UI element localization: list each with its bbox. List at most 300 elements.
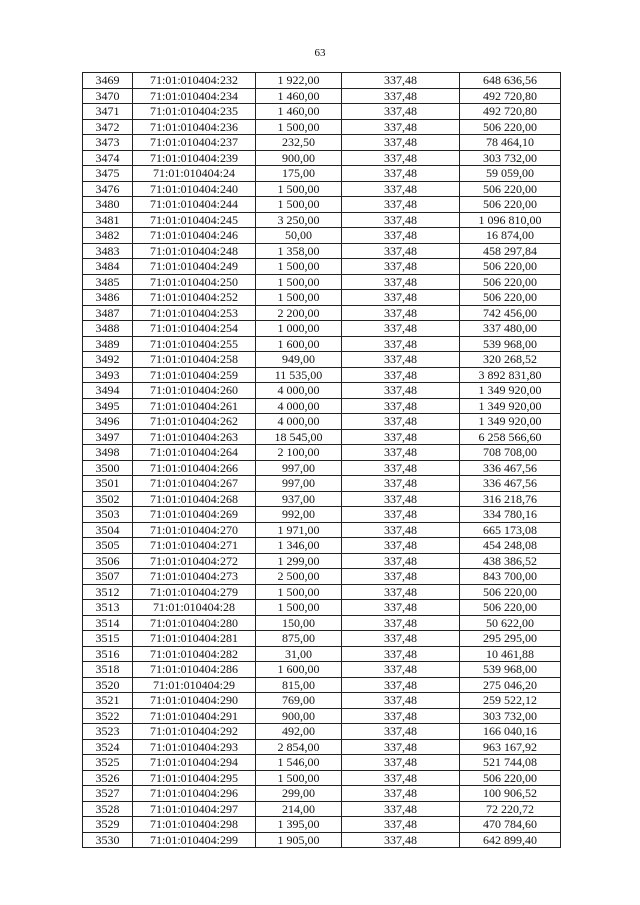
row-number-cell: 3521 [83,693,133,709]
area-cell: 2 100,00 [256,445,342,461]
cadastral-value-cell: 72 220,72 [460,801,561,817]
area-cell: 1 500,00 [256,181,342,197]
table-row [83,677,561,693]
row-number-cell: 3529 [83,817,133,833]
table-row [83,445,561,461]
cadastral-number-cell: 71:01:010404:269 [133,507,256,523]
specific-value-cell: 337,48 [342,739,460,755]
cadastral-value-cell: 642 899,40 [460,832,561,848]
table-row [83,321,561,337]
cadastral-value-cell: 100 906,52 [460,786,561,802]
table-row [83,693,561,709]
cadastral-number-cell: 71:01:010404:255 [133,336,256,352]
cadastral-number-cell: 71:01:010404:294 [133,755,256,771]
table-row [83,770,561,786]
cadastral-number-cell: 71:01:010404:270 [133,522,256,538]
cadastral-number-cell: 71:01:010404:292 [133,724,256,740]
cadastral-value-cell: 50 622,00 [460,615,561,631]
table-row [83,460,561,476]
table-row [83,150,561,166]
area-cell: 1 500,00 [256,259,342,275]
specific-value-cell: 337,48 [342,367,460,383]
page-number: 63 [314,47,326,59]
specific-value-cell: 337,48 [342,600,460,616]
row-number-cell: 3473 [83,135,133,151]
area-cell: 2 200,00 [256,305,342,321]
cadastral-number-cell: 71:01:010404:264 [133,445,256,461]
area-cell: 4 000,00 [256,398,342,414]
row-number-cell: 3502 [83,491,133,507]
row-number-cell: 3503 [83,507,133,523]
row-number-cell: 3488 [83,321,133,337]
cadastral-number-cell: 71:01:010404:286 [133,662,256,678]
cadastral-value-cell: 1 349 920,00 [460,398,561,414]
row-number-cell: 3524 [83,739,133,755]
specific-value-cell: 337,48 [342,104,460,120]
cadastral-number-cell: 71:01:010404:261 [133,398,256,414]
specific-value-cell: 337,48 [342,677,460,693]
table-row [83,429,561,445]
row-number-cell: 3475 [83,166,133,182]
specific-value-cell: 337,48 [342,693,460,709]
table-row [83,553,561,569]
row-number-cell: 3515 [83,631,133,647]
cadastral-number-cell: 71:01:010404:239 [133,150,256,166]
cadastral-number-cell: 71:01:010404:259 [133,367,256,383]
cadastral-value-cell: 6 258 566,60 [460,429,561,445]
area-cell: 992,00 [256,507,342,523]
cadastral-number-cell: 71:01:010404:248 [133,243,256,259]
area-cell: 2 500,00 [256,569,342,585]
area-cell: 1 500,00 [256,197,342,213]
cadastral-number-cell: 71:01:010404:263 [133,429,256,445]
cadastral-number-cell: 71:01:010404:279 [133,584,256,600]
table-row [83,724,561,740]
area-cell: 4 000,00 [256,414,342,430]
cadastral-value-cell: 648 636,56 [460,73,561,89]
table-row [83,352,561,368]
specific-value-cell: 337,48 [342,336,460,352]
specific-value-cell: 337,48 [342,615,460,631]
cadastral-value-cell: 336 467,56 [460,476,561,492]
table-row [83,181,561,197]
cadastral-number-cell: 71:01:010404:24 [133,166,256,182]
table-row [83,755,561,771]
specific-value-cell: 337,48 [342,476,460,492]
row-number-cell: 3487 [83,305,133,321]
row-number-cell: 3498 [83,445,133,461]
specific-value-cell: 337,48 [342,119,460,135]
table-row [83,631,561,647]
area-cell: 1 000,00 [256,321,342,337]
cadastral-number-cell: 71:01:010404:281 [133,631,256,647]
cadastral-value-cell: 1 349 920,00 [460,414,561,430]
table-row [83,739,561,755]
specific-value-cell: 337,48 [342,491,460,507]
cadastral-value-cell: 506 220,00 [460,584,561,600]
cadastral-value-cell: 3 892 831,80 [460,367,561,383]
cadastral-value-cell: 506 220,00 [460,181,561,197]
specific-value-cell: 337,48 [342,460,460,476]
specific-value-cell: 337,48 [342,770,460,786]
area-cell: 1 395,00 [256,817,342,833]
row-number-cell: 3485 [83,274,133,290]
area-cell: 1 905,00 [256,832,342,848]
table-row [83,584,561,600]
specific-value-cell: 337,48 [342,538,460,554]
specific-value-cell: 337,48 [342,274,460,290]
cadastral-value-cell: 742 456,00 [460,305,561,321]
area-cell: 1 460,00 [256,104,342,120]
cadastral-value-cell: 963 167,92 [460,739,561,755]
area-cell: 18 545,00 [256,429,342,445]
specific-value-cell: 337,48 [342,352,460,368]
row-number-cell: 3482 [83,228,133,244]
cadastral-value-cell: 521 744,08 [460,755,561,771]
table-row [83,259,561,275]
table-row [83,708,561,724]
row-number-cell: 3523 [83,724,133,740]
cadastral-value-cell: 275 046,20 [460,677,561,693]
cadastral-number-cell: 71:01:010404:236 [133,119,256,135]
cadastral-value-cell: 10 461,88 [460,646,561,662]
cadastral-number-cell: 71:01:010404:29 [133,677,256,693]
cadastral-value-cell: 59 059,00 [460,166,561,182]
specific-value-cell: 337,48 [342,755,460,771]
cadastral-number-cell: 71:01:010404:253 [133,305,256,321]
table-row [83,522,561,538]
row-number-cell: 3481 [83,212,133,228]
area-cell: 900,00 [256,708,342,724]
cadastral-value-cell: 470 784,60 [460,817,561,833]
table-row [83,243,561,259]
specific-value-cell: 337,48 [342,212,460,228]
cadastral-number-cell: 71:01:010404:250 [133,274,256,290]
area-cell: 31,00 [256,646,342,662]
table-row [83,336,561,352]
specific-value-cell: 337,48 [342,801,460,817]
cadastral-number-cell: 71:01:010404:240 [133,181,256,197]
specific-value-cell: 337,48 [342,414,460,430]
row-number-cell: 3495 [83,398,133,414]
specific-value-cell: 337,48 [342,631,460,647]
row-number-cell: 3530 [83,832,133,848]
cadastral-value-cell: 506 220,00 [460,770,561,786]
cadastral-value-cell: 320 268,52 [460,352,561,368]
specific-value-cell: 337,48 [342,507,460,523]
cadastral-number-cell: 71:01:010404:234 [133,88,256,104]
cadastral-number-cell: 71:01:010404:271 [133,538,256,554]
area-cell: 997,00 [256,476,342,492]
cadastral-value-cell: 334 780,16 [460,507,561,523]
cadastral-number-cell: 71:01:010404:260 [133,383,256,399]
table-row [83,104,561,120]
area-cell: 875,00 [256,631,342,647]
row-number-cell: 3525 [83,755,133,771]
cadastral-number-cell: 71:01:010404:299 [133,832,256,848]
area-cell: 1 346,00 [256,538,342,554]
specific-value-cell: 337,48 [342,135,460,151]
row-number-cell: 3494 [83,383,133,399]
row-number-cell: 3505 [83,538,133,554]
table-row [83,398,561,414]
area-cell: 949,00 [256,352,342,368]
cadastral-number-cell: 71:01:010404:245 [133,212,256,228]
area-cell: 900,00 [256,150,342,166]
cadastral-value-cell: 506 220,00 [460,274,561,290]
row-number-cell: 3520 [83,677,133,693]
table-row [83,832,561,848]
table-row [83,801,561,817]
area-cell: 4 000,00 [256,383,342,399]
area-cell: 937,00 [256,491,342,507]
cadastral-value-cell: 458 297,84 [460,243,561,259]
table-row [83,615,561,631]
specific-value-cell: 337,48 [342,383,460,399]
cadastral-number-cell: 71:01:010404:272 [133,553,256,569]
cadastral-number-cell: 71:01:010404:232 [133,73,256,89]
row-number-cell: 3526 [83,770,133,786]
area-cell: 1 600,00 [256,336,342,352]
cadastral-number-cell: 71:01:010404:244 [133,197,256,213]
row-number-cell: 3469 [83,73,133,89]
specific-value-cell: 337,48 [342,584,460,600]
cadastral-number-cell: 71:01:010404:296 [133,786,256,802]
area-cell: 1 500,00 [256,584,342,600]
row-number-cell: 3484 [83,259,133,275]
row-number-cell: 3514 [83,615,133,631]
specific-value-cell: 337,48 [342,181,460,197]
cadastral-value-cell: 316 218,76 [460,491,561,507]
cadastral-number-cell: 71:01:010404:246 [133,228,256,244]
cadastral-value-cell: 539 968,00 [460,662,561,678]
table-row [83,538,561,554]
row-number-cell: 3513 [83,600,133,616]
area-cell: 769,00 [256,693,342,709]
specific-value-cell: 337,48 [342,259,460,275]
cadastral-number-cell: 71:01:010404:235 [133,104,256,120]
cadastral-number-cell: 71:01:010404:28 [133,600,256,616]
row-number-cell: 3528 [83,801,133,817]
table-row [83,491,561,507]
row-number-cell: 3470 [83,88,133,104]
cadastral-value-cell: 1 349 920,00 [460,383,561,399]
area-cell: 1 460,00 [256,88,342,104]
area-cell: 11 535,00 [256,367,342,383]
table-row [83,569,561,585]
specific-value-cell: 337,48 [342,662,460,678]
cadastral-value-cell: 492 720,80 [460,88,561,104]
cadastral-number-cell: 71:01:010404:262 [133,414,256,430]
table-row [83,88,561,104]
cadastral-number-cell: 71:01:010404:298 [133,817,256,833]
specific-value-cell: 337,48 [342,832,460,848]
cadastral-value-cell: 843 700,00 [460,569,561,585]
area-cell: 1 500,00 [256,600,342,616]
cadastral-value-cell: 492 720,80 [460,104,561,120]
specific-value-cell: 337,48 [342,553,460,569]
cadastral-number-cell: 71:01:010404:268 [133,491,256,507]
specific-value-cell: 337,48 [342,724,460,740]
row-number-cell: 3496 [83,414,133,430]
cadastral-value-cell: 337 480,00 [460,321,561,337]
table-row [83,600,561,616]
specific-value-cell: 337,48 [342,290,460,306]
cadastral-value-cell: 259 522,12 [460,693,561,709]
row-number-cell: 3472 [83,119,133,135]
specific-value-cell: 337,48 [342,522,460,538]
table-row [83,197,561,213]
cadastral-value-cell: 708 708,00 [460,445,561,461]
table-row [83,135,561,151]
specific-value-cell: 337,48 [342,817,460,833]
table-body [83,73,561,848]
cadastral-value-cell: 295 295,00 [460,631,561,647]
specific-value-cell: 337,48 [342,305,460,321]
area-cell: 150,00 [256,615,342,631]
row-number-cell: 3518 [83,662,133,678]
row-number-cell: 3500 [83,460,133,476]
row-number-cell: 3486 [83,290,133,306]
table-row [83,228,561,244]
table-row [83,507,561,523]
row-number-cell: 3527 [83,786,133,802]
cadastral-number-cell: 71:01:010404:295 [133,770,256,786]
area-cell: 2 854,00 [256,739,342,755]
specific-value-cell: 337,48 [342,150,460,166]
specific-value-cell: 337,48 [342,88,460,104]
area-cell: 1 546,00 [256,755,342,771]
table-row [83,290,561,306]
area-cell: 1 299,00 [256,553,342,569]
area-cell: 1 500,00 [256,274,342,290]
area-cell: 50,00 [256,228,342,244]
cadastral-value-cell: 506 220,00 [460,197,561,213]
cadastral-value-cell: 506 220,00 [460,600,561,616]
table-row [83,646,561,662]
area-cell: 232,50 [256,135,342,151]
area-cell: 214,00 [256,801,342,817]
cadastral-number-cell: 71:01:010404:290 [133,693,256,709]
specific-value-cell: 337,48 [342,321,460,337]
row-number-cell: 3483 [83,243,133,259]
table-row [83,166,561,182]
cadastral-value-cell: 303 732,00 [460,150,561,166]
row-number-cell: 3504 [83,522,133,538]
cadastral-value-table [82,72,561,848]
specific-value-cell: 337,48 [342,73,460,89]
row-number-cell: 3507 [83,569,133,585]
cadastral-value-cell: 336 467,56 [460,460,561,476]
table-row [83,476,561,492]
table-row [83,212,561,228]
table-row [83,786,561,802]
table-row [83,383,561,399]
specific-value-cell: 337,48 [342,786,460,802]
area-cell: 1 500,00 [256,119,342,135]
cadastral-number-cell: 71:01:010404:258 [133,352,256,368]
cadastral-value-cell: 16 874,00 [460,228,561,244]
cadastral-value-cell: 438 386,52 [460,553,561,569]
specific-value-cell: 337,48 [342,445,460,461]
specific-value-cell: 337,48 [342,243,460,259]
specific-value-cell: 337,48 [342,228,460,244]
table-row [83,414,561,430]
table-row [83,274,561,290]
row-number-cell: 3489 [83,336,133,352]
cadastral-value-cell: 454 248,08 [460,538,561,554]
row-number-cell: 3474 [83,150,133,166]
specific-value-cell: 337,48 [342,569,460,585]
area-cell: 492,00 [256,724,342,740]
cadastral-value-cell: 303 732,00 [460,708,561,724]
row-number-cell: 3516 [83,646,133,662]
area-cell: 997,00 [256,460,342,476]
cadastral-value-cell: 539 968,00 [460,336,561,352]
area-cell: 1 600,00 [256,662,342,678]
specific-value-cell: 337,48 [342,166,460,182]
table-row [83,662,561,678]
area-cell: 1 500,00 [256,290,342,306]
cadastral-value-cell: 506 220,00 [460,290,561,306]
row-number-cell: 3512 [83,584,133,600]
area-cell: 299,00 [256,786,342,802]
cadastral-number-cell: 71:01:010404:293 [133,739,256,755]
cadastral-value-cell: 665 173,08 [460,522,561,538]
specific-value-cell: 337,48 [342,708,460,724]
area-cell: 1 358,00 [256,243,342,259]
row-number-cell: 3493 [83,367,133,383]
row-number-cell: 3522 [83,708,133,724]
specific-value-cell: 337,48 [342,197,460,213]
cadastral-number-cell: 71:01:010404:267 [133,476,256,492]
row-number-cell: 3501 [83,476,133,492]
cadastral-value-cell: 166 040,16 [460,724,561,740]
area-cell: 3 250,00 [256,212,342,228]
table-row [83,817,561,833]
specific-value-cell: 337,48 [342,429,460,445]
table-row [83,119,561,135]
cadastral-number-cell: 71:01:010404:282 [133,646,256,662]
specific-value-cell: 337,48 [342,398,460,414]
cadastral-number-cell: 71:01:010404:280 [133,615,256,631]
cadastral-value-cell: 1 096 810,00 [460,212,561,228]
cadastral-number-cell: 71:01:010404:254 [133,321,256,337]
area-cell: 175,00 [256,166,342,182]
row-number-cell: 3476 [83,181,133,197]
specific-value-cell: 337,48 [342,646,460,662]
cadastral-value-cell: 78 464,10 [460,135,561,151]
row-number-cell: 3480 [83,197,133,213]
cadastral-number-cell: 71:01:010404:237 [133,135,256,151]
row-number-cell: 3471 [83,104,133,120]
table-row [83,367,561,383]
row-number-cell: 3497 [83,429,133,445]
area-cell: 1 500,00 [256,770,342,786]
cadastral-number-cell: 71:01:010404:273 [133,569,256,585]
row-number-cell: 3492 [83,352,133,368]
cadastral-number-cell: 71:01:010404:291 [133,708,256,724]
area-cell: 815,00 [256,677,342,693]
table-row [83,73,561,89]
area-cell: 1 971,00 [256,522,342,538]
cadastral-number-cell: 71:01:010404:249 [133,259,256,275]
cadastral-value-cell: 506 220,00 [460,119,561,135]
table-row [83,305,561,321]
cadastral-value-cell: 506 220,00 [460,259,561,275]
cadastral-number-cell: 71:01:010404:297 [133,801,256,817]
area-cell: 1 922,00 [256,73,342,89]
